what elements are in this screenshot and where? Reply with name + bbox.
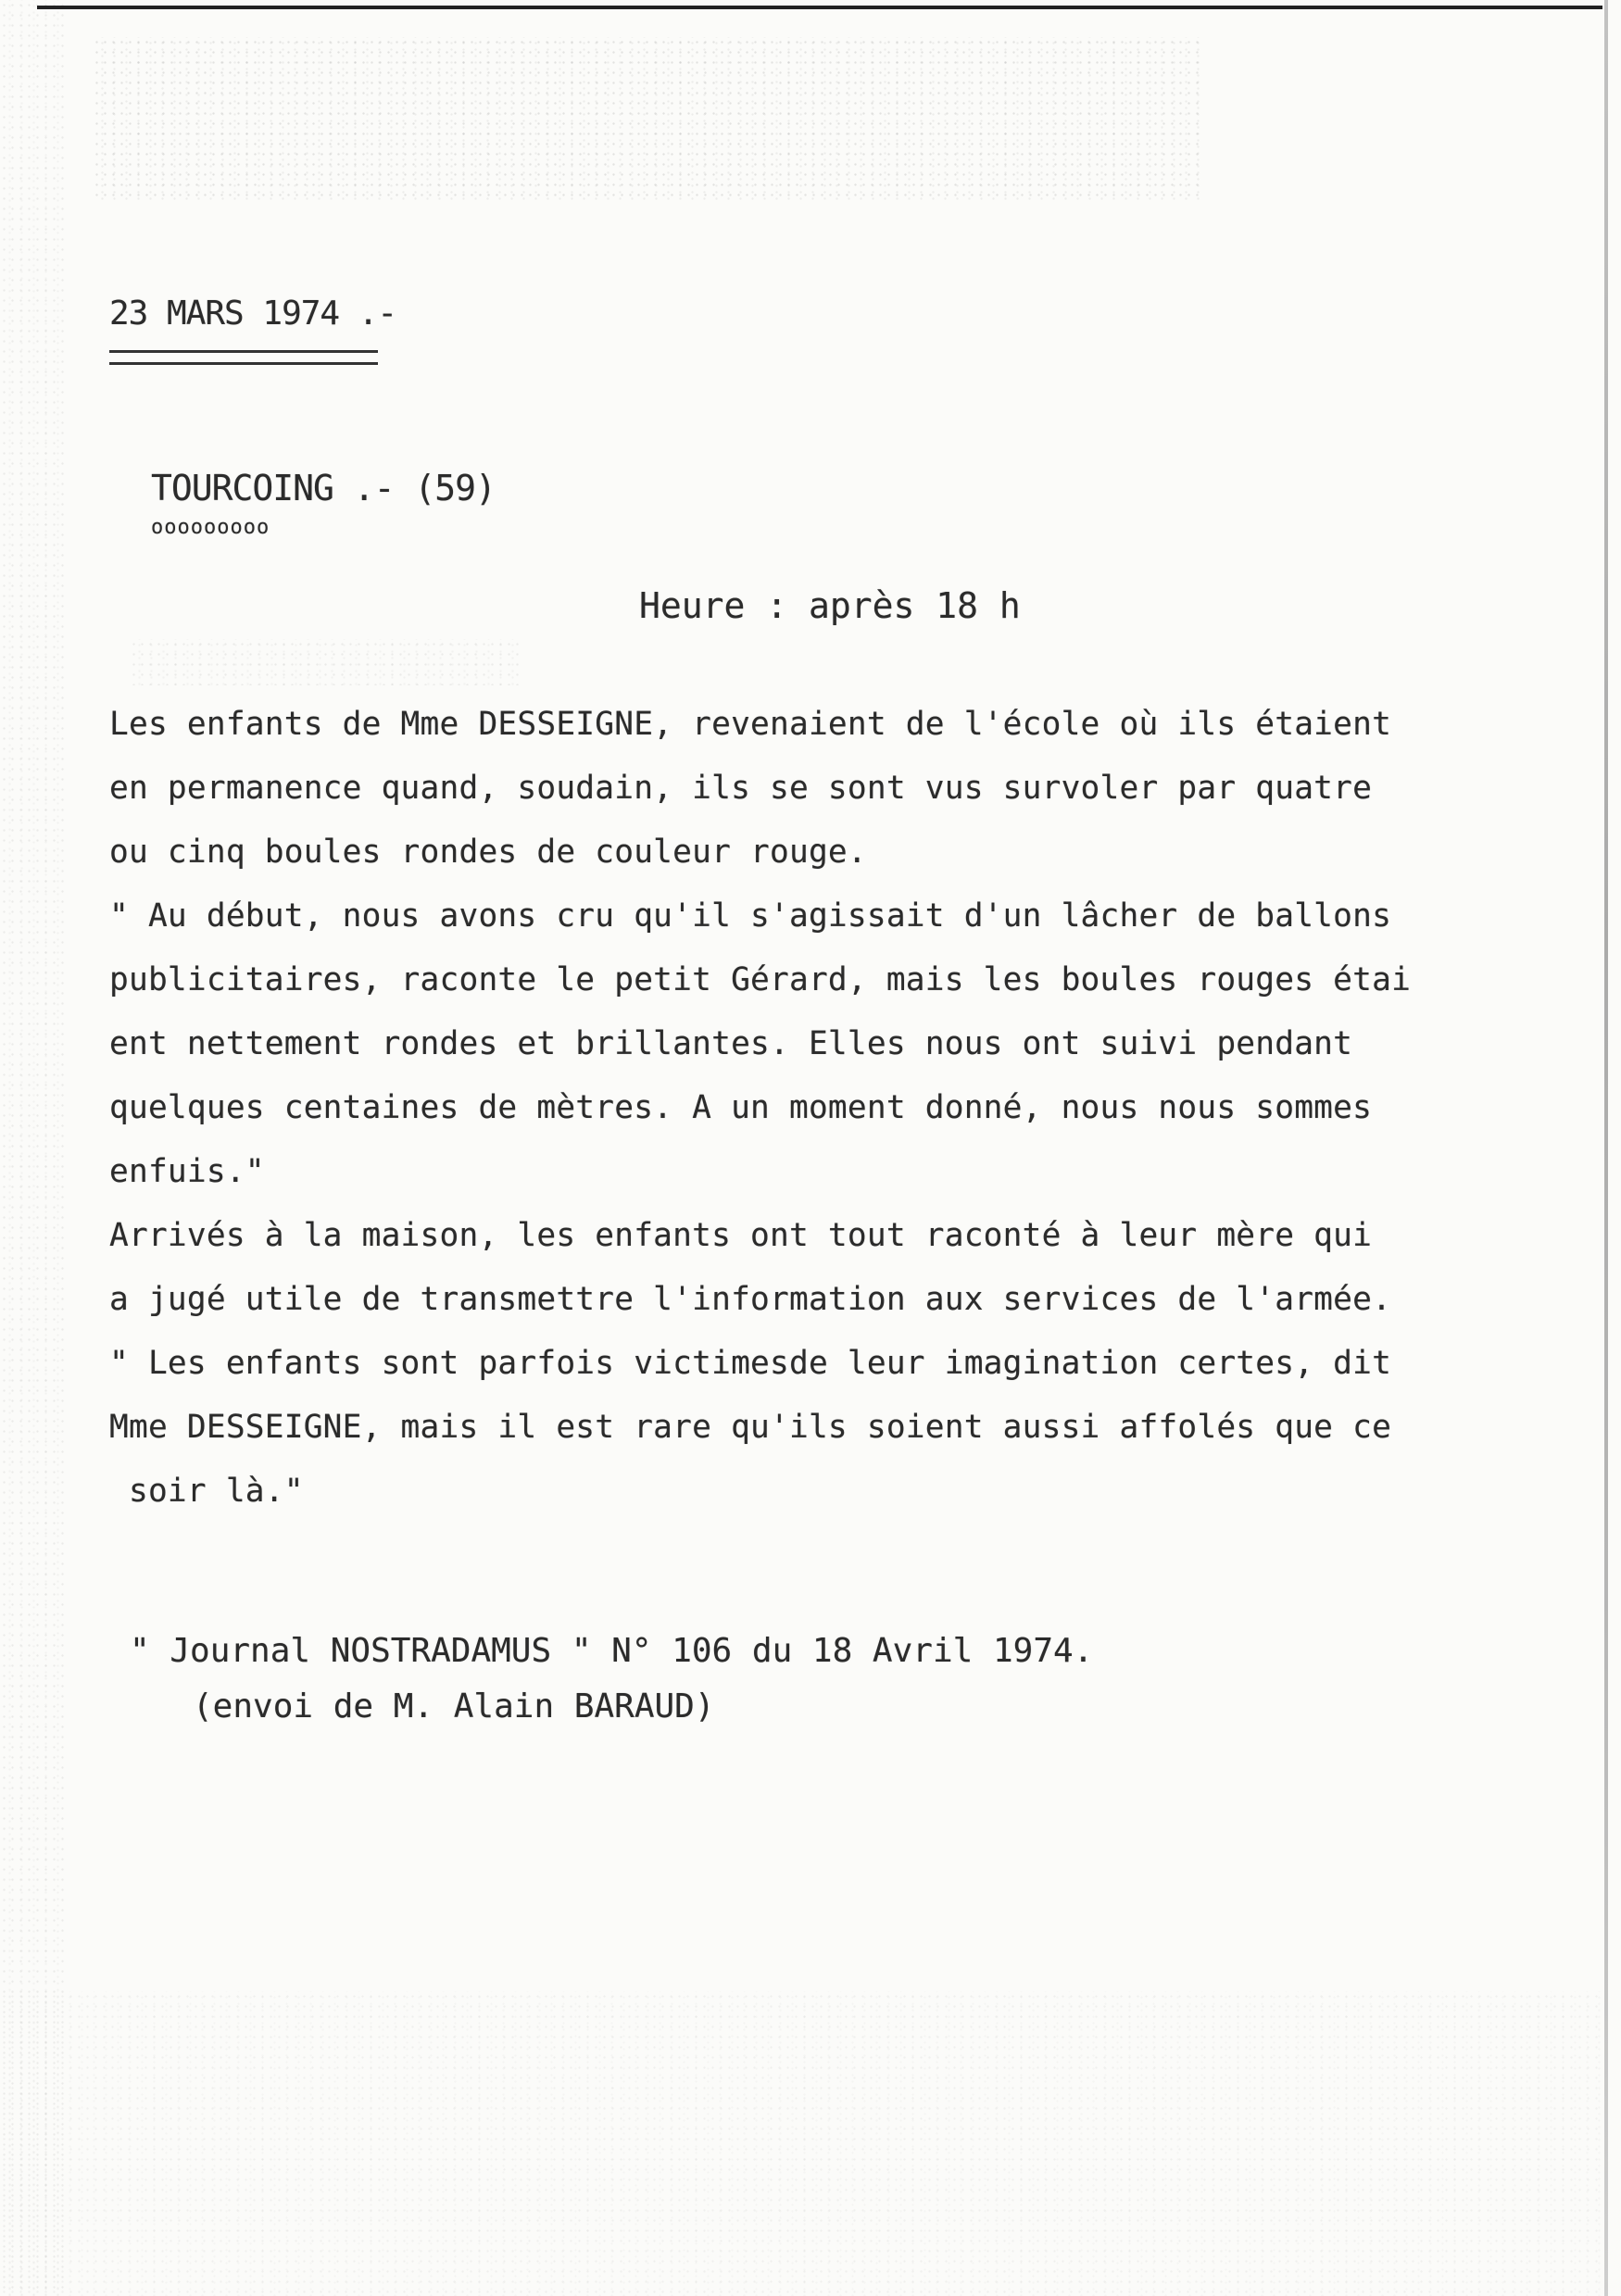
body-line: " Au début, nous avons cru qu'il s'agissait d'un lâcher de ballons bbox=[109, 897, 1392, 935]
body-line: ou cinq boules rondes de couleur rouge. bbox=[109, 834, 867, 871]
report-body bbox=[109, 693, 1411, 1524]
time-line: Heure : après 18 h bbox=[639, 585, 1021, 626]
place-ornament: ooooooooo bbox=[151, 516, 270, 539]
page-right-edge bbox=[1604, 0, 1608, 2296]
scan-noise bbox=[130, 639, 519, 685]
body-line: Les enfants de Mme DESSEIGNE, revenaient de l'école où ils étaient bbox=[109, 706, 1392, 743]
body-line: en permanence quand, soudain, ils se sont vus survoler par quatre bbox=[109, 770, 1373, 807]
body-line: quelques centaines de mètres. A un moment donné, nous nous sommes bbox=[109, 1089, 1373, 1126]
body-line: a jugé utile de transmettre l'information aux services de l'armée. bbox=[109, 1281, 1392, 1318]
top-edge-rule bbox=[37, 6, 1602, 9]
scan-noise bbox=[0, 0, 65, 2296]
sender-credit: (envoi de M. Alain BARAUD) bbox=[193, 1687, 715, 1725]
body-line: Arrivés à la maison, les enfants ont tout raconté à leur mère qui bbox=[109, 1217, 1373, 1254]
place-heading: TOURCOING .- (59) bbox=[151, 468, 496, 508]
body-line: " Les enfants sont parfois victimesde leur imagination certes, dit bbox=[109, 1345, 1392, 1382]
body-line: soir là." bbox=[109, 1473, 304, 1510]
scan-noise bbox=[0, 1991, 1602, 2296]
source-citation: " Journal NOSTRADAMUS " N° 106 du 18 Avril 1974. bbox=[130, 1632, 1094, 1670]
date-underline bbox=[109, 350, 378, 365]
body-line: Mme DESSEIGNE, mais il est rare qu'ils soient aussi affolés que ce bbox=[109, 1409, 1392, 1446]
body-line: ent nettement rondes et brillantes. Elles nous ont suivi pendant bbox=[109, 1025, 1353, 1062]
date-heading: 23 MARS 1974 .- bbox=[109, 295, 397, 332]
body-line: enfuis." bbox=[109, 1153, 265, 1190]
body-line: publicitaires, raconte le petit Gérard, mais les boules rouges étai bbox=[109, 961, 1412, 998]
scan-noise bbox=[93, 37, 1204, 204]
